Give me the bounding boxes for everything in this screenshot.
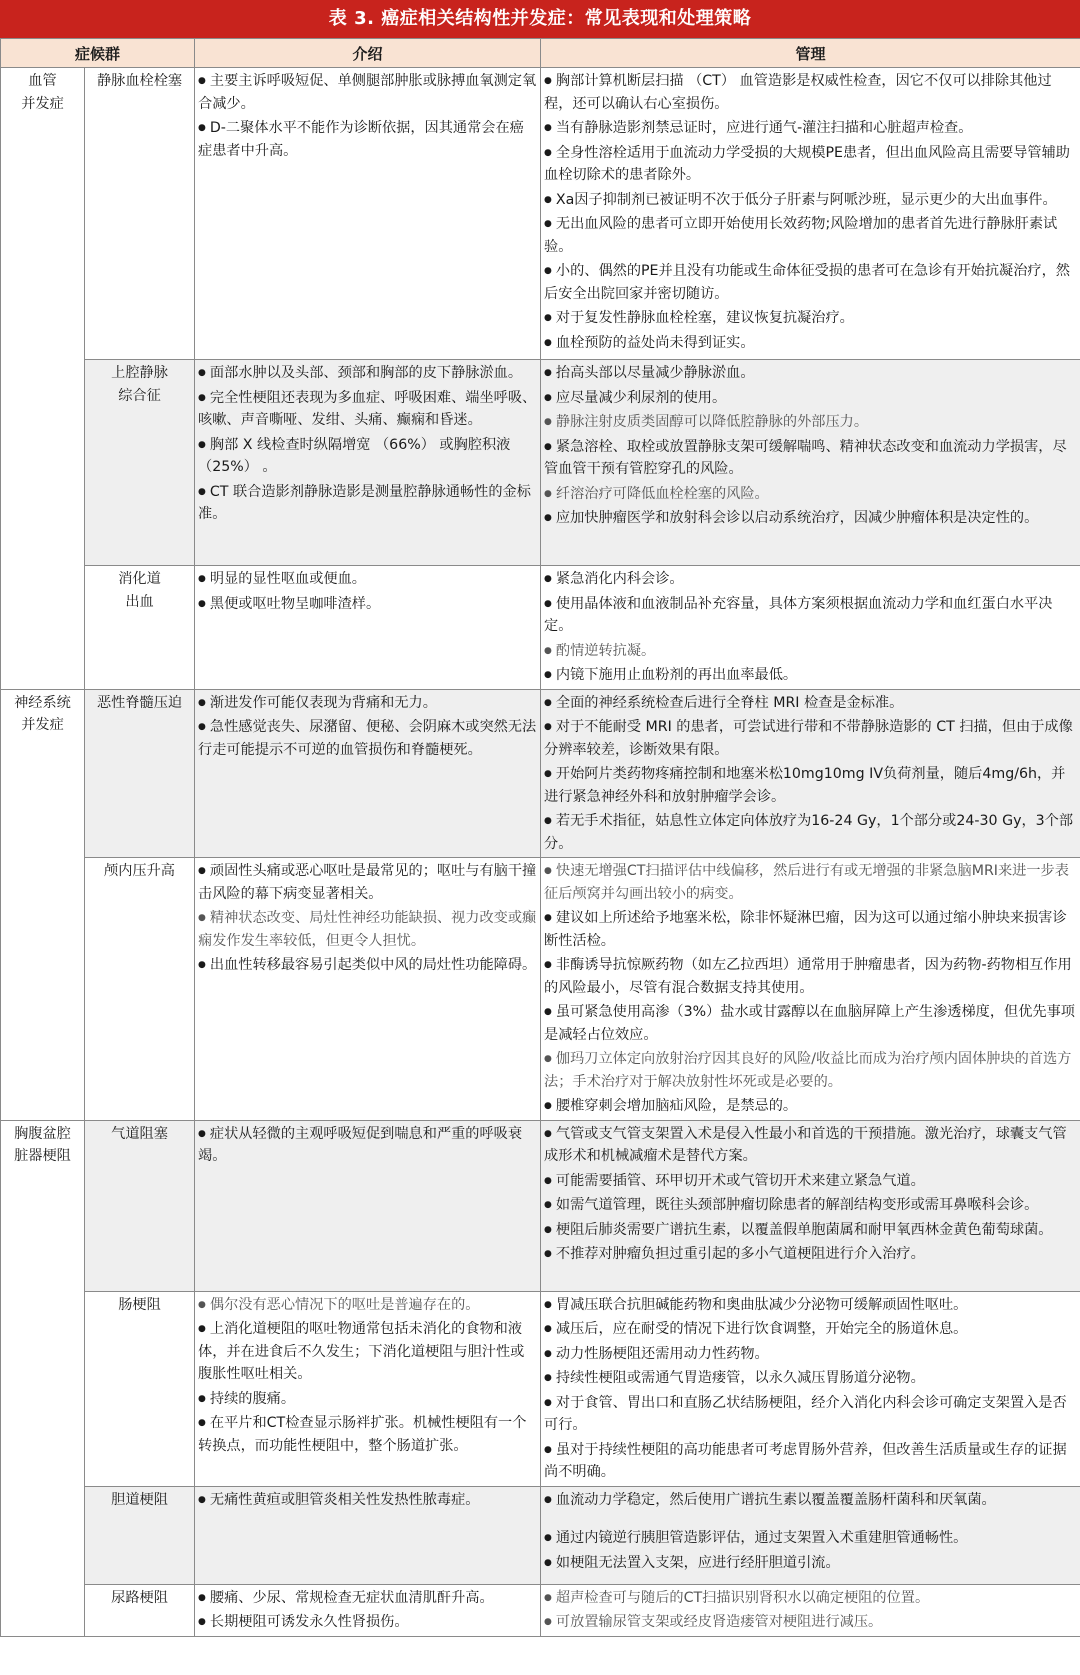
management-list [544, 1489, 1077, 1575]
bullet-icon: ● [544, 645, 552, 656]
item-text: 对于不能耐受 MRI 的患者，可尝试进行带和不带静脉造影的 CT 扫描，但由于成像分辨率较差，诊断效果有限。 [544, 719, 1073, 758]
bullet-icon: ● [544, 1054, 552, 1064]
item-text: 应尽量减少利尿剂的使用。 [555, 389, 727, 406]
intro-list [198, 860, 537, 977]
bullet-icon: ● [198, 1128, 206, 1139]
management-list [544, 1294, 1077, 1484]
bullet-icon: ● [544, 1128, 552, 1139]
header-management: 管理 [541, 39, 1080, 68]
intro-list [198, 568, 537, 615]
syndrome-row [1, 360, 1080, 566]
syndrome-row [1, 566, 1080, 690]
item-text: 无出血风险的患者可立即开始使用长效药物;风险增加的患者首先进行静脉肝素试验。 [544, 216, 1058, 255]
intro-list [198, 1587, 537, 1634]
syndrome-name-cell: 上腔静脉 综合征 [85, 360, 195, 566]
management-item [544, 716, 1077, 761]
bullet-icon: ● [544, 960, 552, 970]
bullet-icon: ● [544, 219, 552, 229]
bullet-icon: ● [544, 123, 552, 133]
item-text: 对于复发性静脉血栓栓塞，建议恢复抗凝治疗。 [555, 310, 854, 326]
management-item [544, 332, 1077, 355]
management-item [544, 692, 1077, 715]
syndrome-row [1, 1584, 1080, 1636]
bullet-icon: ● [544, 722, 552, 732]
intro-cell [195, 1291, 541, 1486]
management-cell [541, 360, 1080, 566]
management-item [544, 1243, 1077, 1266]
bullet-icon: ● [198, 866, 206, 876]
item-text: 面部水肿以及头部、颈部和胸部的皮下静脉淤血。 [209, 365, 523, 381]
bullet-icon: ● [544, 1007, 552, 1017]
bullet-icon: ● [544, 1200, 552, 1210]
item-text: 梗阻后肺炎需要广谱抗生素，以覆盖假单胞菌属和耐甲氧西林金黄色葡萄球菌。 [555, 1221, 1053, 1238]
syndrome-row [1, 1291, 1080, 1486]
intro-cell [195, 1120, 541, 1291]
header-group: 症候群 [1, 39, 195, 68]
intro-item [198, 860, 537, 905]
item-text: 顽固性头痛或恶心呕吐是最常见的；呕吐与有脑干撞击风险的幕下病变显著相关。 [198, 863, 537, 902]
bullet-icon: ● [544, 417, 552, 427]
management-item [544, 568, 1077, 591]
item-text: 持续性梗阻或需通气胃造瘘管，以永久减压胃肠道分泌物。 [555, 1370, 925, 1386]
item-text: 持续的腹痛。 [209, 1390, 296, 1407]
bullet-icon: ● [544, 574, 552, 584]
intro-cell [195, 1584, 541, 1636]
management-item [544, 1123, 1077, 1168]
management-list [544, 692, 1077, 856]
intro-cell [195, 360, 541, 566]
bullet-icon: ● [198, 913, 206, 923]
bullet-icon: ● [544, 1397, 552, 1408]
intro-list [198, 1489, 537, 1512]
management-item [544, 1194, 1077, 1217]
item-text: 开始阿片类药物疼痛控制和地塞米松10mg10mg IV负荷剂量，随后4mg/6h，并进行紧急神经外科和放射肿瘤学会诊。 [544, 766, 1066, 805]
intro-item [198, 387, 537, 432]
bullet-icon: ● [544, 913, 552, 923]
intro-list [198, 362, 537, 526]
item-text: 主要主诉呼吸短促、单侧腿部肿胀或脉搏血氧测定氧合减少。 [198, 73, 537, 112]
item-text: 紧急消化内科会诊。 [555, 571, 684, 587]
management-item [544, 907, 1077, 952]
item-text: 静脉注射皮质类固醇可以降低腔静脉的外部压力。 [555, 414, 869, 430]
bullet-icon: ● [544, 1175, 552, 1186]
bullet-icon: ● [544, 1299, 552, 1310]
item-text: 症状从轻微的主观呼吸短促到喘息和严重的呼吸衰竭。 [198, 1125, 523, 1164]
intro-item [198, 434, 537, 479]
management-item [544, 640, 1077, 663]
intro-item [198, 716, 537, 761]
bullet-icon: ● [198, 960, 206, 970]
bullet-icon: ● [198, 439, 206, 450]
bullet-icon: ● [544, 194, 552, 205]
item-text: 长期梗阻可诱发永久性肾损伤。 [209, 1614, 409, 1630]
item-text: 偶尔没有恶心情况下的呕吐是普遍存在的。 [209, 1296, 480, 1313]
table-title: 表 3. 癌症相关结构性并发症：常见表现和处理策略 [0, 0, 1080, 38]
intro-item [198, 362, 537, 385]
item-text: 明显的显性呕血或便血。 [209, 571, 366, 587]
intro-list [198, 70, 537, 162]
syndrome-name-cell: 静脉血栓栓塞 [85, 68, 195, 360]
bullet-icon: ● [544, 147, 552, 158]
item-text: 血栓预防的益处尚未得到证实。 [555, 334, 755, 351]
item-text: 上消化道梗阻的呕吐物通常包括未消化的食物和液体，并在进食后不久发生；下消化道梗阻与胆汁性或腹胀性呕吐相关。 [198, 1321, 525, 1382]
syndrome-name-cell: 颅内压升高 [85, 858, 195, 1121]
bullet-icon: ● [544, 1592, 552, 1603]
management-item [544, 1439, 1077, 1484]
intro-cell [195, 68, 541, 360]
management-item [544, 1095, 1077, 1118]
syndrome-row [1, 689, 1080, 858]
bullet-icon: ● [198, 1324, 206, 1334]
syndrome-name-cell: 气道阻塞 [85, 1120, 195, 1291]
item-text: 虽可紧急使用高渗（3%）盐水或甘露醇以在血脑屏障上产生渗透梯度，但优先事项是减轻占位效应。 [544, 1004, 1075, 1043]
bullet-icon: ● [544, 488, 552, 499]
bullet-icon: ● [544, 337, 552, 348]
item-text: 通过内镜逆行胰胆管造影评估，通过支架置入术重建胆管通畅性。 [555, 1530, 968, 1546]
management-cell [541, 1584, 1080, 1636]
management-list [544, 362, 1077, 530]
bullet-icon: ● [198, 1299, 206, 1310]
management-cell [541, 1120, 1080, 1291]
bullet-icon: ● [198, 1418, 206, 1428]
management-item [544, 142, 1077, 187]
management-list [544, 1587, 1077, 1634]
management-cell [541, 1486, 1080, 1584]
management-item [544, 1294, 1077, 1317]
management-item [544, 1552, 1077, 1575]
bullet-icon: ● [544, 76, 552, 86]
intro-item [198, 1123, 537, 1168]
bullet-icon: ● [544, 1249, 552, 1259]
item-text: 内镜下施用止血粉剂的再出血率最低。 [555, 667, 798, 683]
intro-item [198, 1318, 537, 1386]
management-cell [541, 1291, 1080, 1486]
item-text: 腰痛、少尿、常规检查无症状血清肌酐升高。 [209, 1589, 494, 1606]
management-item [544, 1170, 1077, 1193]
item-text: 完全性梗阻还表现为多血症、呼吸困难、端坐呼吸、咳嗽、声音嘶哑、发绀、头痛、癫痫和昏迷。 [198, 389, 537, 428]
item-text: 胸部计算机断层扫描 （CT） 血管造影是权威性检查，因它不仅可以排除其他过程，还可以确认右心室损伤。 [544, 73, 1052, 112]
management-cell [541, 68, 1080, 360]
bullet-icon: ● [544, 1557, 552, 1568]
management-item [544, 664, 1077, 687]
item-text: 全面的神经系统检查后进行全脊柱 MRI 检查是金标准。 [555, 694, 904, 711]
syndrome-name-cell: 消化道 出血 [85, 566, 195, 690]
item-text: 胃减压联合抗胆碱能药物和奥曲肽减少分泌物可缓解顽固性呕吐。 [555, 1296, 968, 1313]
item-text: 不推荐对肿瘤负担过重引起的多小气道梗阻进行介入治疗。 [555, 1246, 925, 1262]
intro-cell [195, 1486, 541, 1584]
bullet-icon: ● [544, 392, 552, 403]
bullet-icon: ● [544, 1494, 552, 1505]
intro-item [198, 1294, 537, 1317]
management-item [544, 1587, 1077, 1610]
intro-cell [195, 858, 541, 1121]
syndrome-name-cell: 尿路梗阻 [85, 1584, 195, 1636]
item-text: 超声检查可与随后的CT扫描识别肾积水以确定梗阻的位置。 [555, 1589, 930, 1606]
bullet-icon: ● [544, 513, 552, 523]
bullet-icon: ● [198, 392, 206, 403]
bullet-icon: ● [544, 598, 552, 609]
bullet-icon: ● [198, 486, 206, 497]
management-item [544, 507, 1077, 530]
bullet-icon: ● [544, 1373, 552, 1383]
item-text: 非酶诱导抗惊厥药物（如左乙拉西坦）通常用于肿瘤患者，因为药物-药物相互作用的风险最小，尽管有混合数据支持其使用。 [544, 957, 1072, 996]
bullet-icon: ● [198, 722, 206, 732]
syndrome-row [1, 1486, 1080, 1584]
syndrome-name-cell: 肠梗阻 [85, 1291, 195, 1486]
item-text: 可能需要插管、环甲切开术或气管切开术来建立紧急气道。 [555, 1172, 925, 1189]
bullet-icon: ● [544, 866, 552, 876]
item-text: 酌情逆转抗凝。 [555, 642, 656, 659]
item-text: 应加快肿瘤医学和放射科会诊以启动系统治疗，因减少肿瘤体积是决定性的。 [555, 510, 1039, 526]
management-item [544, 483, 1077, 506]
bullet-icon: ● [544, 266, 552, 276]
management-list [544, 1123, 1077, 1266]
item-text: 小的、偶然的PE并且没有功能或生命体征受损的患者可在急诊有开始抗凝治疗，然后安全出院回家并密切随访。 [544, 263, 1070, 302]
bullet-icon: ● [198, 1617, 206, 1627]
management-item [544, 1489, 1077, 1512]
intro-item [198, 692, 537, 715]
bullet-icon: ● [198, 123, 206, 133]
intro-item [198, 70, 537, 115]
item-text: 胸部 X 线检查时纵隔增宽 （66%） 或胸腔积液 （25%） 。 [198, 436, 511, 475]
item-text: 抬高头部以尽量减少静脉淤血。 [555, 365, 755, 381]
bullet-icon: ● [198, 1494, 206, 1505]
complications-table [0, 38, 1080, 1637]
management-item [544, 117, 1077, 140]
item-text: 虽对于持续性梗阻的高功能患者可考虑胃肠外营养，但改善生活质量或生存的证据尚不明确。 [544, 1441, 1067, 1480]
intro-item [198, 1412, 537, 1457]
item-text: 可放置输尿管支架或经皮肾造瘘管对梗阻进行减压。 [555, 1614, 883, 1630]
item-text: 使用晶体液和血液制品补充容量，具体方案须根据血流动力学和血红蛋白水平决定。 [544, 595, 1053, 634]
item-text: 渐进发作可能仅表现为背痛和无力。 [209, 694, 437, 711]
item-text: Xa因子抑制剂已被证明不次于低分子肝素与阿哌沙班，显示更少的大出血事件。 [555, 191, 1057, 208]
bullet-icon: ● [544, 769, 552, 779]
group-name-cell: 胸腹盆腔 脏器梗阻 [1, 1120, 85, 1636]
header-intro: 介绍 [195, 39, 541, 68]
bullet-icon: ● [544, 670, 552, 680]
bullet-icon: ● [198, 1592, 206, 1603]
item-text: 动力性肠梗阻还需用动力性药物。 [555, 1345, 769, 1362]
item-text: D-二聚体水平不能作为诊断依据，因其通常会在癌症患者中升高。 [198, 120, 524, 159]
item-text: 无痛性黄疸或胆管炎相关性发热性脓毒症。 [209, 1491, 480, 1508]
intro-item [198, 117, 537, 162]
bullet-icon: ● [544, 441, 552, 452]
bullet-icon: ● [198, 574, 206, 584]
bullet-icon: ● [198, 598, 206, 609]
item-text: 减压后，应在耐受的情况下进行饮食调整，开始完全的肠道休息。 [555, 1321, 968, 1337]
spacer [544, 1513, 1077, 1525]
management-item [544, 1219, 1077, 1242]
intro-item [198, 593, 537, 616]
item-text: 血流动力学稳定，然后使用广谱抗生素以覆盖覆盖肠杆菌科和厌氧菌。 [555, 1491, 996, 1508]
management-item [544, 189, 1077, 212]
bullet-icon: ● [544, 1444, 552, 1455]
item-text: CT 联合造影剂静脉造影是测量腔静脉通畅性的金标准。 [198, 483, 531, 522]
management-item [544, 860, 1077, 905]
management-item [544, 213, 1077, 258]
management-list [544, 70, 1077, 354]
intro-cell [195, 689, 541, 858]
item-text: 紧急溶栓、取栓或放置静脉支架可缓解喘鸣、精神状态改变和血流动力学损害，尽管血管干预有管腔穿孔的风险。 [544, 438, 1067, 477]
item-text: 当有静脉造影剂禁忌证时，应进行通气-灌注扫描和心脏超声检查。 [555, 120, 973, 136]
bullet-icon: ● [198, 76, 206, 86]
item-text: 急性感觉丧失、尿潴留、便秘、会阴麻木或突然无法行走可能提示不可逆的血管损伤和脊髓梗死。 [198, 719, 537, 758]
management-item [544, 1611, 1077, 1634]
management-item [544, 387, 1077, 410]
management-item [544, 810, 1077, 855]
management-item [544, 1392, 1077, 1437]
management-list [544, 860, 1077, 1118]
item-text: 腰椎穿刺会增加脑疝风险，是禁忌的。 [555, 1098, 798, 1114]
item-text: 伽玛刀立体定向放射治疗因其良好的风险/收益比而成为治疗颅内固体肿块的首选方法；手术治疗对于解决放射性坏死或是必要的。 [544, 1051, 1072, 1090]
intro-list [198, 692, 537, 762]
management-list [544, 568, 1077, 687]
bullet-icon: ● [544, 816, 552, 826]
syndrome-row [1, 858, 1080, 1121]
management-item [544, 1048, 1077, 1093]
bullet-icon: ● [544, 1224, 552, 1235]
syndrome-row [1, 1120, 1080, 1291]
management-cell [541, 566, 1080, 690]
item-text: 气管或支气管支架置入术是侵入性最小和首选的干预措施。激光治疗，球囊支气管成形术和机械减瘤术是替代方案。 [544, 1125, 1067, 1164]
management-item [544, 1367, 1077, 1390]
intro-list [198, 1294, 537, 1458]
intro-item [198, 1611, 537, 1634]
bullet-icon: ● [198, 1393, 206, 1404]
management-item [544, 763, 1077, 808]
header-row [1, 39, 1080, 68]
intro-item [198, 481, 537, 526]
item-text: 建议如上所述给予地塞米松，除非怀疑淋巴瘤，因为这可以通过缩小肿块来损害诊断性活检。 [544, 910, 1067, 949]
intro-item [198, 568, 537, 591]
management-item [544, 307, 1077, 330]
management-item [544, 70, 1077, 115]
intro-item [198, 1587, 537, 1610]
syndrome-name-cell: 胆道梗阻 [85, 1486, 195, 1584]
bullet-icon: ● [544, 313, 552, 323]
intro-list [198, 1123, 537, 1168]
intro-item [198, 1489, 537, 1512]
bullet-icon: ● [544, 1101, 552, 1111]
management-item [544, 362, 1077, 385]
bullet-icon: ● [544, 1617, 552, 1627]
management-cell [541, 689, 1080, 858]
item-text: 在平片和CT检查显示肠袢扩张。机械性梗阻有一个转换点，而功能性梗阻中，整个肠道扩张。 [198, 1415, 527, 1454]
item-text: 快速无增强CT扫描评估中线偏移，然后进行有或无增强的非紧急脑MRI来进一步表征后颅窝并勾画出较小的病变。 [544, 863, 1069, 902]
management-item [544, 411, 1077, 434]
bullet-icon: ● [544, 1324, 552, 1334]
bullet-icon: ● [544, 697, 552, 708]
item-text: 出血性转移最容易引起类似中风的局灶性功能障碍。 [209, 957, 537, 973]
item-text: 纤溶治疗可降低血栓栓塞的风险。 [555, 485, 769, 502]
management-item [544, 1001, 1077, 1046]
intro-item [198, 907, 537, 952]
item-text: 全身性溶栓适用于血流动力学受损的大规模PE患者，但出血风险高且需要导管辅助血栓切除术的患者除外。 [544, 144, 1070, 183]
management-item [544, 1343, 1077, 1366]
group-name-cell: 神经系统 并发症 [1, 689, 85, 1120]
bullet-icon: ● [198, 368, 206, 378]
bullet-icon: ● [544, 1348, 552, 1359]
management-item [544, 1318, 1077, 1341]
intro-item [198, 954, 537, 977]
item-text: 黑便或呕吐物呈咖啡渣样。 [209, 595, 381, 612]
syndrome-name-cell: 恶性脊髓压迫 [85, 689, 195, 858]
item-text: 对于食管、胃出口和直肠乙状结肠梗阻，经介入消化内科会诊可确定支架置入是否可行。 [544, 1394, 1067, 1433]
item-text: 如梗阻无法置入支架，应进行经肝胆道引流。 [555, 1554, 840, 1571]
management-item [544, 260, 1077, 305]
management-item [544, 954, 1077, 999]
management-item [544, 593, 1077, 638]
syndrome-row [1, 68, 1080, 360]
item-text: 若无手术指征，姑息性立体定向体放疗为16-24 Gy，1个部分或24-30 Gy，3个部分。 [544, 813, 1074, 852]
intro-item [198, 1388, 537, 1411]
item-text: 如需气道管理，既往头颈部肿瘤切除患者的解剖结构变形或需耳鼻喉科会诊。 [555, 1197, 1039, 1213]
item-text: 精神状态改变、局灶性神经功能缺损、视力改变或癫痫发作发生率较低，但更令人担忧。 [198, 910, 537, 949]
bullet-icon: ● [198, 697, 206, 708]
intro-cell [195, 566, 541, 690]
bullet-icon: ● [544, 368, 552, 378]
group-name-cell: 血管 并发症 [1, 68, 85, 690]
bullet-icon: ● [544, 1533, 552, 1543]
management-cell [541, 858, 1080, 1121]
management-item [544, 436, 1077, 481]
management-item [544, 1527, 1077, 1550]
